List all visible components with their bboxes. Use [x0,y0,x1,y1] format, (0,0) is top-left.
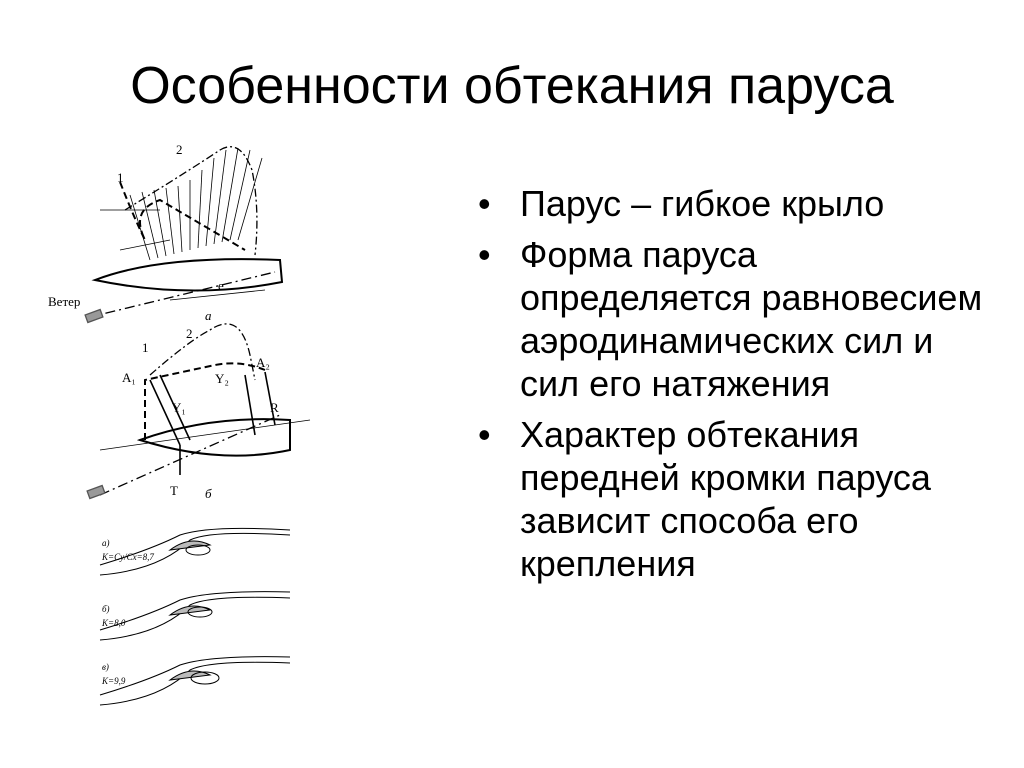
label-A2: A₂ [256,355,270,370]
label-b2: 2 [186,326,193,341]
label-Y2: Y₂ [215,371,229,386]
label-A1: A₁ [122,370,136,385]
case-b-label: б) [102,604,110,614]
diagram-a [85,147,282,323]
bullet-text: Форма паруса определяется равновесием аэродинамических сил и сил его натяжения [520,234,983,404]
caption-b: б [205,486,212,501]
label-b1: 1 [142,340,149,355]
bullet-text: Парус – гибкое крыло [520,183,885,224]
case-b-k: K=8,0 [102,618,126,628]
bullet-text: Характер обтекания передней кромки паруса зависит способа его крепления [520,414,931,584]
label-chord: e [218,278,224,293]
caption-a: а [205,308,212,323]
wind-label: Ветер [48,294,81,309]
label-Y1: Y₁ [172,400,186,415]
bullet-item: • Характер обтекания передней кромки паруса зависит способа его крепления [478,414,931,584]
case-a-k: K=Cy/Cx=8,7 [102,552,154,562]
case-a-label: а) [102,538,110,548]
bullet-item: • Парус – гибкое крыло [478,183,885,224]
bullet-item: • Форма паруса определяется равновесием аэродинамических сил и сил его натяжения [478,234,983,404]
case-c-label: в) [102,662,109,672]
case-c-k: K=9,9 [102,676,126,686]
label-a1: 1 [117,170,124,185]
label-a2: 2 [176,142,183,157]
sail-diagram [40,140,320,730]
label-R: R [270,400,279,415]
slide-title: Особенности обтекания паруса [130,57,894,115]
label-T: T [170,483,178,498]
bullet-list [478,182,998,593]
